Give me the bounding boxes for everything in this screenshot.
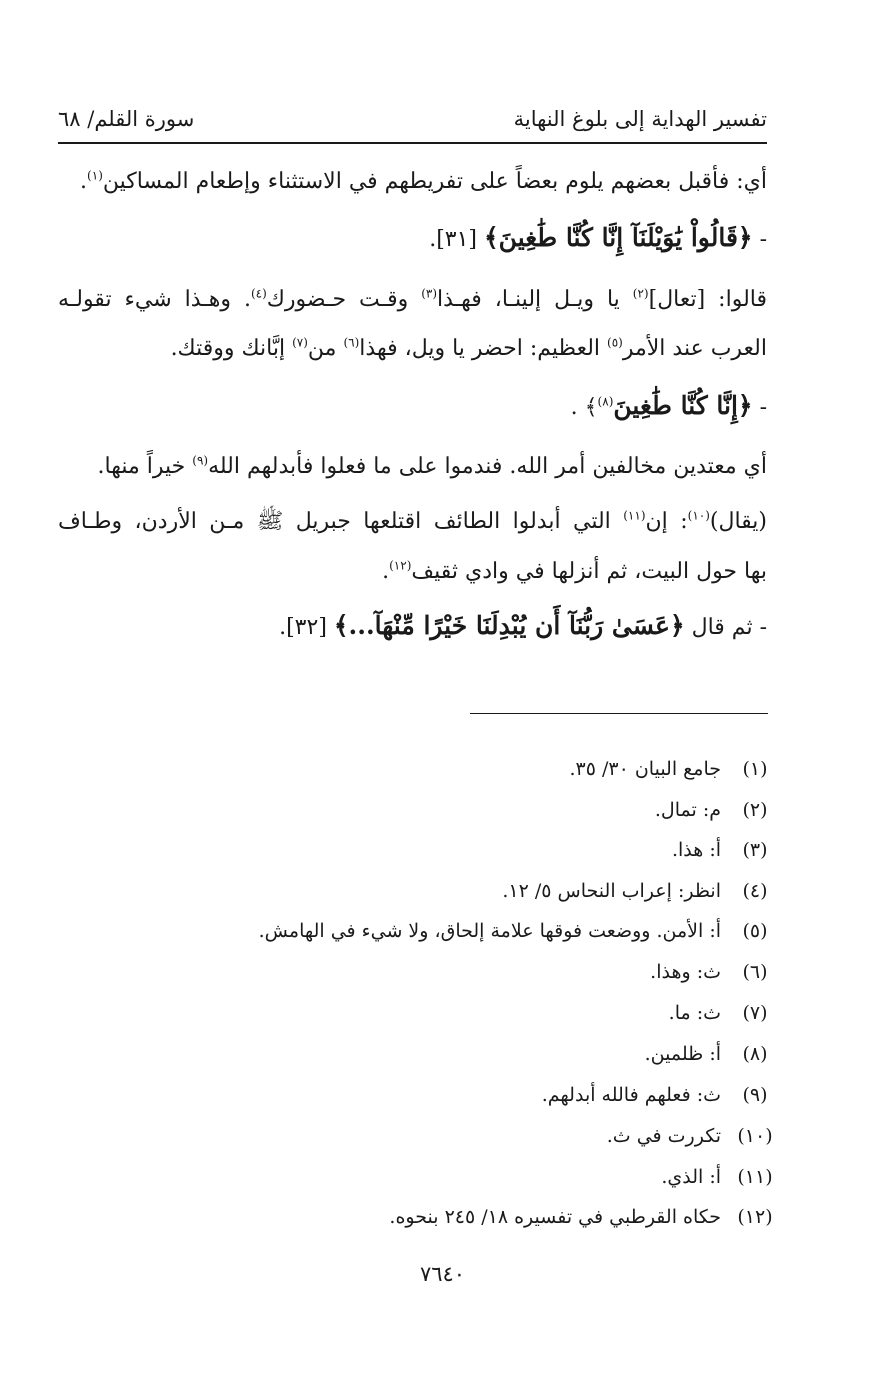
footnote-1 — [569, 754, 775, 784]
footnote-ref[interactable]: (١٠) — [687, 508, 710, 523]
footnote-text: أ: الذي. — [661, 1166, 721, 1188]
footnote-number: (٦) — [742, 961, 768, 983]
footnote-number: (١٠) — [737, 1125, 773, 1147]
footnote-ref[interactable]: (٦) — [343, 335, 360, 350]
footnote-ref[interactable]: (٥) — [607, 335, 623, 350]
body-line-3: قالوا: [تعال]$^{(٢)}$ يا ويـل إلينـا، فهـذا$^{(٣)}$ وقـت حـضورك$^{(٤)}$. وهـذا شيء تقولـه — [58, 286, 767, 312]
footnote-separator — [470, 713, 768, 714]
footnote-text: أ: ظلمين. — [644, 1043, 721, 1065]
footnote-number: (١) — [742, 758, 768, 780]
body-line-4: العرب عند الأمر$^{(٥)}$ العظيم: احضر يا ويل، فهذا$^{(٦)}$ من$^{(٧)}$ إبَّانك ووقتك. — [170, 335, 767, 361]
header-rule — [58, 142, 767, 144]
footnote-ref[interactable]: (٣) — [421, 286, 438, 301]
footnote-number: (٤) — [742, 880, 768, 902]
footnote-ref[interactable]: (١٢) — [389, 558, 412, 573]
quran-verse: ﴿قَالُواْ يَٰوَيْلَنَآ إِنَّا كُنَّا طَٰغِينَ﴾ — [484, 223, 753, 252]
running-header — [58, 100, 767, 138]
footnote-text: ث: فعلهم فالله أبدلهم. — [541, 1084, 721, 1106]
footnote-number: (٥) — [742, 920, 768, 942]
surah-page-label: سورة القلم/ ٦٨ — [58, 107, 195, 131]
body-line-1: أي: فأقبل بعضهم يلوم بعضاً على تفريطهم في الاستثناء وإطعام المساكين$^{(١)}$. — [80, 168, 767, 194]
footnote-text: أ: الأمن. ووضعت فوقها علامة إلحاق، ولا شيء في الهامش. — [258, 920, 721, 942]
book-title: تفسير الهداية إلى بلوغ النهاية — [513, 107, 767, 131]
footnote-text: م: تمال. — [654, 799, 721, 821]
footnote-4 — [502, 876, 775, 906]
footnote-ref[interactable]: (٤) — [250, 286, 267, 301]
footnote-ref[interactable]: (٨) — [597, 394, 614, 409]
footnote-11 — [661, 1162, 775, 1192]
footnote-text: جامع البيان ٣٠/ ٣٥. — [569, 758, 721, 780]
verse-line-32: - ثم قال ﴿عَسَىٰ رَبُّنَآ أَن يُبْدِلَنَا خَيْرًا مِّنْهَآ...﴾ [٣٢]. — [279, 611, 767, 640]
footnote-text: تكررت في ث. — [606, 1125, 721, 1147]
footnote-text: ث: ما. — [668, 1002, 721, 1024]
footnote-number: (١١) — [737, 1166, 773, 1188]
footnote-10 — [607, 1121, 775, 1151]
quran-verse: ﴿عَسَىٰ رَبُّنَآ أَن يُبْدِلَنَا خَيْرًا مِّنْهَآ...﴾ — [333, 611, 685, 640]
footnote-number: (١٢) — [737, 1206, 773, 1228]
body-line-7: (يقال)$^{(١٠)}$: إن$^{(١١)}$ التي أبدلوا الطائف اقتلعها جبريل ﷺ مـن الأردن، وطـاف — [58, 508, 767, 534]
verse-line-31: - ﴿قَالُواْ يَٰوَيْلَنَآ إِنَّا كُنَّا طَٰغِينَ﴾ [٣١]. — [429, 223, 767, 252]
footnote-3 — [672, 835, 775, 865]
footnote-number: (٣) — [742, 839, 768, 861]
footnote-6 — [650, 957, 775, 987]
footnote-7 — [669, 998, 775, 1028]
footnote-ref[interactable]: (٧) — [292, 335, 308, 350]
footnote-number: (٧) — [742, 1002, 768, 1024]
footnote-8 — [645, 1039, 775, 1069]
footnote-text: ث: وهذا. — [650, 961, 721, 983]
verse-number: [٣١]. — [429, 227, 478, 252]
footnote-9 — [542, 1080, 775, 1110]
footnote-ref[interactable]: (٩) — [192, 453, 209, 468]
body-line-8: بها حول البيت، ثم أنزلها في وادي ثقيف$^{(١٢)}$. — [382, 558, 767, 584]
verse-line-32a: - ﴿إِنَّا كُنَّا طَٰغِينَ$^{(٨)}$﴾ . — [570, 391, 767, 420]
footnote-ref[interactable]: (٢) — [632, 286, 649, 301]
body-line-6: أي معتدين مخالفين أمر الله. فندموا على ما فعلوا فأبدلهم الله$^{(٩)}$ خيراً منها. — [97, 453, 767, 479]
footnote-ref[interactable]: (١) — [87, 168, 103, 183]
footnote-number: (٢) — [742, 799, 768, 821]
footnote-text: أ: هذا. — [671, 839, 721, 861]
footnote-text: حكاه القرطبي في تفسيره ١٨/ ٢٤٥ بنحوه. — [389, 1206, 721, 1228]
footnote-number: (٩) — [742, 1084, 768, 1106]
footnote-2 — [655, 795, 775, 825]
footnote-number: (٨) — [742, 1043, 768, 1065]
page-number: ٧٦٤٠ — [419, 1262, 466, 1286]
quran-verse: ﴿إِنَّا كُنَّا طَٰغِينَ — [613, 391, 753, 420]
footnote-text: انظر: إعراب النحاس ٥/ ١٢. — [502, 880, 721, 902]
footnote-ref[interactable]: (١١) — [623, 508, 646, 523]
verse-number: [٣٢]. — [279, 615, 327, 640]
footnote-5 — [259, 916, 775, 946]
footnote-12 — [389, 1202, 775, 1232]
